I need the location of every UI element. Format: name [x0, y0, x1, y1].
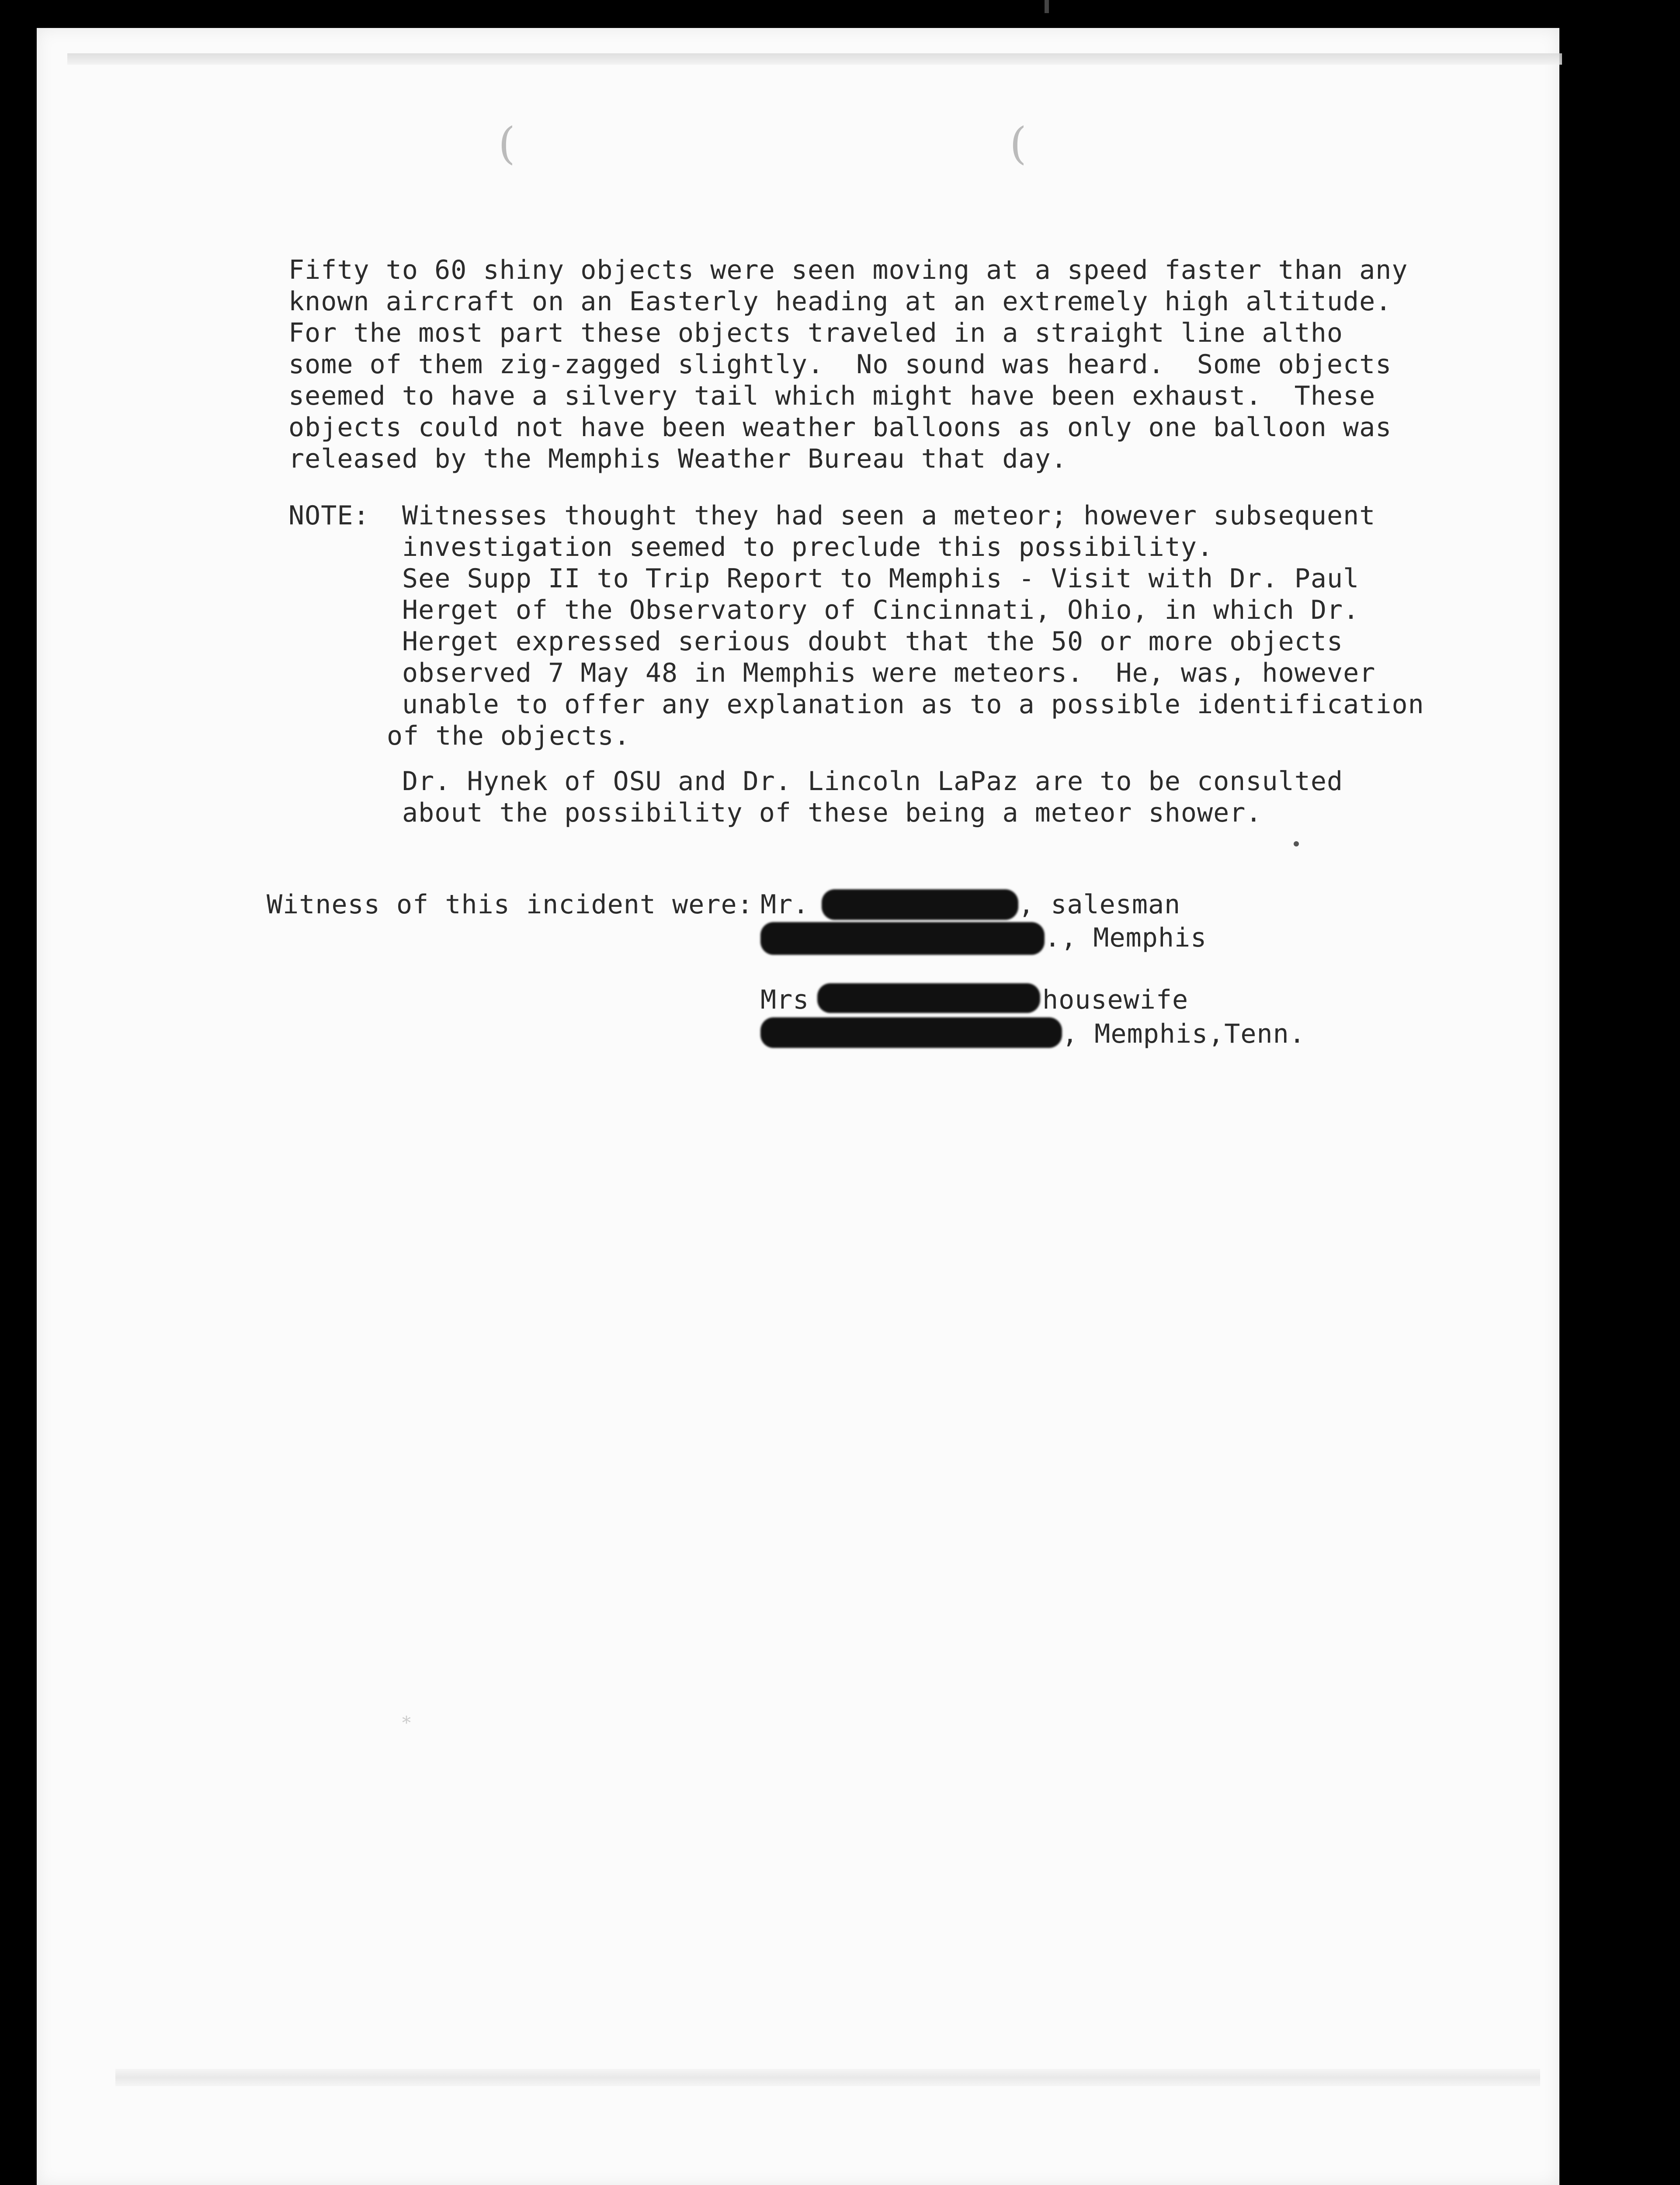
redaction-mark — [817, 983, 1040, 1013]
note-line: unable to offer any explanation as to a possible identification — [402, 689, 1424, 720]
note-line: observed 7 May 48 in Memphis were meteors. He, was, however — [402, 658, 1376, 688]
note-line: Herget expressed serious doubt that the 50 or more objects — [402, 626, 1343, 657]
redaction-mark — [822, 889, 1018, 920]
hole-punch-mark-right: ( — [1010, 118, 1027, 169]
paper-speck: * — [402, 1713, 411, 1733]
paragraph1-line: seemed to have a silvery tail which might have been exhaust. These — [288, 381, 1376, 411]
ink-dot — [1294, 841, 1299, 846]
note-label: NOTE: — [288, 500, 370, 531]
paragraph1-line: some of them zig-zagged slightly. No sound was heard. Some objects — [288, 349, 1392, 380]
note-line: of the objects. — [387, 721, 630, 751]
witness2-prefix: Mrs — [760, 985, 809, 1015]
paragraph3-line: about the possibility of these being a meteor shower. — [402, 798, 1262, 828]
paragraph1-line: objects could not have been weather balloons as only one balloon was — [288, 412, 1392, 443]
paragraph1-line: released by the Memphis Weather Bureau that day. — [288, 444, 1067, 474]
paragraph1-line: For the most part these objects traveled in a straight line altho — [288, 318, 1343, 348]
paragraph1-line: known aircraft on an Easterly heading at an extremely high altitude. — [288, 286, 1392, 317]
redaction-mark — [760, 1017, 1062, 1048]
witness1-city: ., Memphis — [1045, 923, 1207, 953]
paragraph1-line: Fifty to 60 shiny objects were seen moving at a speed faster than any — [288, 255, 1408, 285]
witness2-city: , Memphis,Tenn. — [1062, 1019, 1305, 1049]
hole-punch-mark-left: ( — [498, 118, 516, 169]
paragraph3-line: Dr. Hynek of OSU and Dr. Lincoln LaPaz are to be consulted — [402, 766, 1343, 797]
note-line: Witnesses thought they had seen a meteor; however subsequent — [402, 500, 1376, 531]
witness2-role: housewife — [1042, 985, 1189, 1015]
witness-label: Witness of this incident were: — [267, 889, 753, 920]
redaction-mark — [760, 922, 1045, 955]
witness1-prefix: Mr. — [760, 889, 809, 920]
witness1-role: , salesman — [1018, 889, 1181, 920]
note-line: Herget of the Observatory of Cincinnati, Ohio, in which Dr. — [402, 595, 1360, 625]
note-line: investigation seemed to preclude this possibility. — [402, 532, 1214, 562]
note-line: See Supp II to Trip Report to Memphis - Visit with Dr. Paul — [402, 563, 1360, 594]
